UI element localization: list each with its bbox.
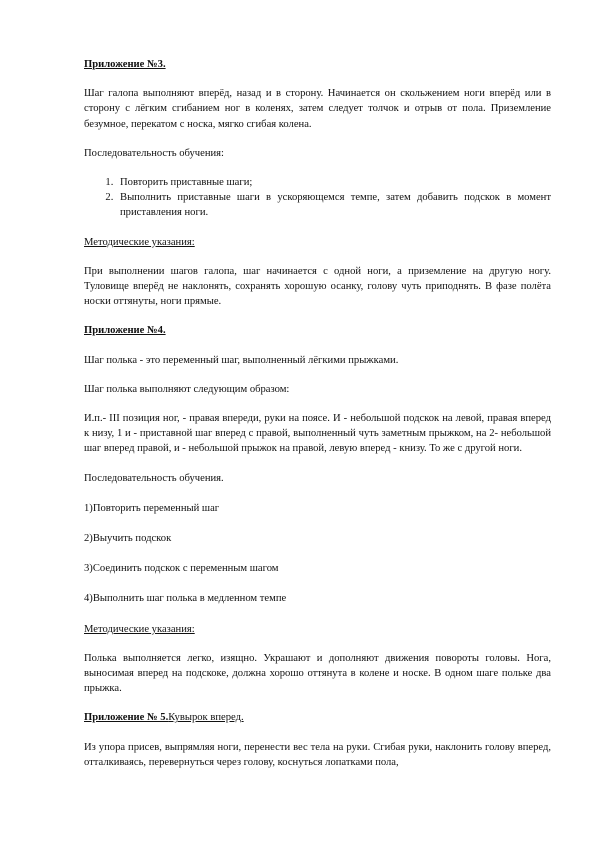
list-item: 1. Повторить приставные шаги;	[116, 175, 551, 190]
appendix-3-title: Приложение №3.	[84, 59, 166, 70]
appendix-4-method-text: Полька выполняется легко, изящно. Украшают и дополняют движения повороты головы. Нога, выносимая вперед на подскоке, должна хорошо оттянута в колене и носке. В одном шаге польке два прыжка.	[84, 652, 551, 695]
list-item: 4)Выполнить шаг полька в медленном темпе	[84, 593, 287, 605]
appendix-4-how-label: Шаг полька выполняют следующим образом:	[84, 383, 290, 395]
appendix-5-title-number: Приложение № 5.	[84, 712, 169, 724]
appendix-3-sequence-label: Последовательность обучения:	[84, 147, 224, 159]
appendix-5-text: Из упора присев, выпрямляя ноги, перенести вес тела на руки. Сгибая руки, наклонить голову вперед, отталкиваясь, перевернуться через голову, коснуться лопатками пола,	[84, 741, 551, 768]
appendix-4-method-label: Методические указания:	[84, 623, 195, 635]
list-item: 2. Выполнить приставные шаги в ускоряющемся темпе, затем добавить подскок в момент приставления ноги.	[116, 190, 551, 220]
appendix-4-definition: Шаг полька - это переменный шаг, выполненный лёгкими прыжками.	[84, 354, 399, 366]
appendix-5-title-subject: Кувырок вперед.	[168, 712, 244, 724]
list-item: 3)Соединить подскок с переменным шагом	[84, 563, 279, 575]
appendix-3-method-text: При выполнении шагов галопа, шаг начинается с одной ноги, а приземление на другую ногу. Туловище вперёд не наклонять, сохранять хорошую осанку, голову чуть приподнять. В фазе полёта носки оттянуты, ноги прямые.	[84, 265, 551, 308]
appendix-4-how-text: И.п.- III позиция ног, - правая впереди, руки на поясе. И - небольшой подскок на левой, правая вперед к низу, 1 и - приставной шаг вперед с правой, выполненный чуть заметным прыжком, на 2- небольшой шаг вперед правой, и - небольшой прыжок на правой, левую вперед - книзу. То же с другой ноги.	[84, 413, 551, 455]
list-item: 2)Выучить подскок	[84, 533, 172, 545]
appendix-3-intro: Шаг галопа выполняют вперёд, назад и в сторону. Начинается он скольжением ноги вперёд или в сторону с лёгким сгибанием ног в коленях, затем следует толчок и отрыв от пола. Приземление безумное, перекатом с носка, мягко сгибая колена.	[84, 88, 551, 130]
appendix-3-steps-list	[84, 175, 551, 221]
list-item: 1)Повторить переменный шаг	[84, 502, 220, 514]
appendix-5-title	[84, 710, 551, 725]
appendix-4-title: Приложение №4.	[84, 325, 166, 337]
appendix-3-method-label: Методические указания:	[84, 236, 195, 248]
appendix-4-sequence-label: Последовательность обучения.	[84, 472, 224, 484]
